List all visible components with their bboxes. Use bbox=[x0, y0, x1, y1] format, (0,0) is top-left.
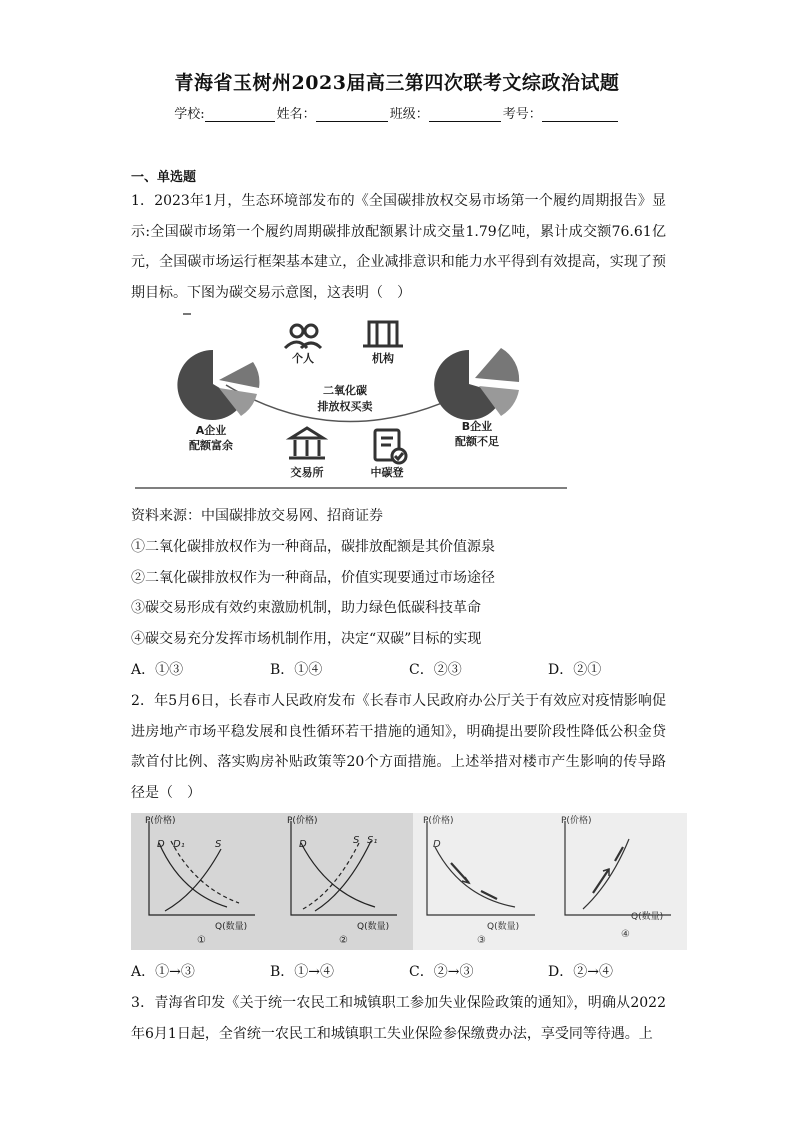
g4-y-axis: P(价格) bbox=[561, 816, 592, 826]
student-info-line bbox=[0, 103, 794, 122]
name-label: 姓名： bbox=[276, 107, 316, 122]
center-label-1: 二氧化碳 bbox=[323, 384, 367, 397]
a-enterprise-status: 配额富余 bbox=[189, 439, 233, 452]
q2-option-b[interactable]: B．①→④ bbox=[270, 964, 335, 980]
g4-x-axis: Q(数量) bbox=[631, 912, 664, 922]
g1-d1: D₁ bbox=[173, 839, 185, 850]
statement-3: ③碳交易形成有效约束激励机制，助力绿色低碳科技革命 bbox=[131, 600, 481, 616]
g2-s1: S₁ bbox=[367, 835, 378, 846]
g2-y-axis: P(价格) bbox=[287, 816, 318, 826]
section-heading: 一、单选题 bbox=[131, 170, 197, 185]
g1-s: S bbox=[215, 839, 222, 850]
a-enterprise-label: A企业 bbox=[195, 424, 227, 437]
exam-number-blank[interactable] bbox=[542, 108, 618, 122]
g3-y-axis: P(价格) bbox=[423, 816, 454, 826]
exam-number-label: 考号： bbox=[502, 107, 542, 122]
class-label: 班级： bbox=[389, 107, 429, 122]
g3-num: ③ bbox=[477, 935, 486, 946]
statement-1: ①二氧化碳排放权作为一种商品，碳排放配额是其价值源泉 bbox=[131, 539, 495, 555]
q2-option-d[interactable]: D．②→④ bbox=[548, 964, 613, 980]
g2-num: ② bbox=[339, 935, 348, 946]
g2-d: D bbox=[299, 839, 307, 850]
figure-source: 资料来源：中国碳排放交易网、招商证券 bbox=[131, 508, 383, 524]
g1-y-axis: P(价格) bbox=[145, 816, 176, 826]
g1-x-axis: Q(数量) bbox=[215, 922, 248, 932]
label-exchange: 交易所 bbox=[290, 466, 324, 479]
page-title: 青海省玉树州2023届高三第四次联考文综政治试题 bbox=[174, 72, 620, 94]
question-2-stem: 2．年5月6日，长春市人民政府发布《长春市人民政府办公厅关于有效应对疫情影响促进房地产市场平稳发展和良性循环若干措施的通知》，明确提出要阶段性降低公积金贷款首付比例、落实购房补贴政策等20个方面措施。上述举措对楼市产生影响的传导路径是（ ） bbox=[131, 693, 666, 801]
g3-d: D bbox=[433, 839, 441, 850]
q1-option-b[interactable]: B．①④ bbox=[270, 662, 323, 678]
supply-demand-graphs bbox=[131, 813, 687, 950]
label-institution: 机构 bbox=[372, 352, 394, 365]
g1-d: D bbox=[157, 839, 165, 850]
center-label-2: 排放权买卖 bbox=[317, 400, 373, 413]
g2-x-axis: Q(数量) bbox=[357, 922, 390, 932]
label-individual: 个人 bbox=[292, 352, 314, 365]
school-blank[interactable] bbox=[205, 108, 275, 122]
g4-num: ④ bbox=[621, 929, 630, 940]
carbon-trading-diagram bbox=[131, 312, 571, 490]
q2-option-a[interactable]: A．①→③ bbox=[131, 964, 195, 980]
name-blank[interactable] bbox=[316, 108, 388, 122]
question-1-stem: 1．2023年1月，生态环境部发布的《全国碳排放权交易市场第一个履约周期报告》显示:全国碳市场第一个履约周期碳排放配额累计成交量1.79亿吨，累计成交额76.61亿元，全国碳市场运行框架基本建立，企业减排意识和能力水平得到有效提高，实现了预期目标。下图为碳交易示意图，这表明（ ） bbox=[131, 193, 666, 301]
q2-option-c[interactable]: C．②→③ bbox=[409, 964, 474, 980]
g3-x-axis: Q(数量) bbox=[487, 922, 520, 932]
q1-option-c[interactable]: C．②③ bbox=[409, 662, 462, 678]
statement-2: ②二氧化碳排放权作为一种商品，价值实现要通过市场途径 bbox=[131, 570, 495, 586]
class-blank[interactable] bbox=[429, 108, 501, 122]
q1-option-a[interactable]: A．①③ bbox=[131, 662, 184, 678]
g1-num: ① bbox=[197, 935, 206, 946]
label-registry: 中碳登 bbox=[370, 466, 404, 479]
b-enterprise-status: 配额不足 bbox=[455, 435, 499, 448]
statement-4: ④碳交易充分发挥市场机制作用，决定“双碳”目标的实现 bbox=[131, 631, 482, 647]
question-3-stem: 3．青海省印发《关于统一农民工和城镇职工参加失业保险政策的通知》，明确从2022年6月1日起，全省统一农民工和城镇职工失业保险参保缴费办法，享受同等待遇。上 bbox=[131, 995, 666, 1042]
school-label: 学校: bbox=[174, 107, 205, 122]
g2-s: S bbox=[353, 835, 360, 846]
q1-option-d[interactable]: D．②① bbox=[548, 662, 602, 678]
b-enterprise-label: B企业 bbox=[461, 420, 493, 433]
